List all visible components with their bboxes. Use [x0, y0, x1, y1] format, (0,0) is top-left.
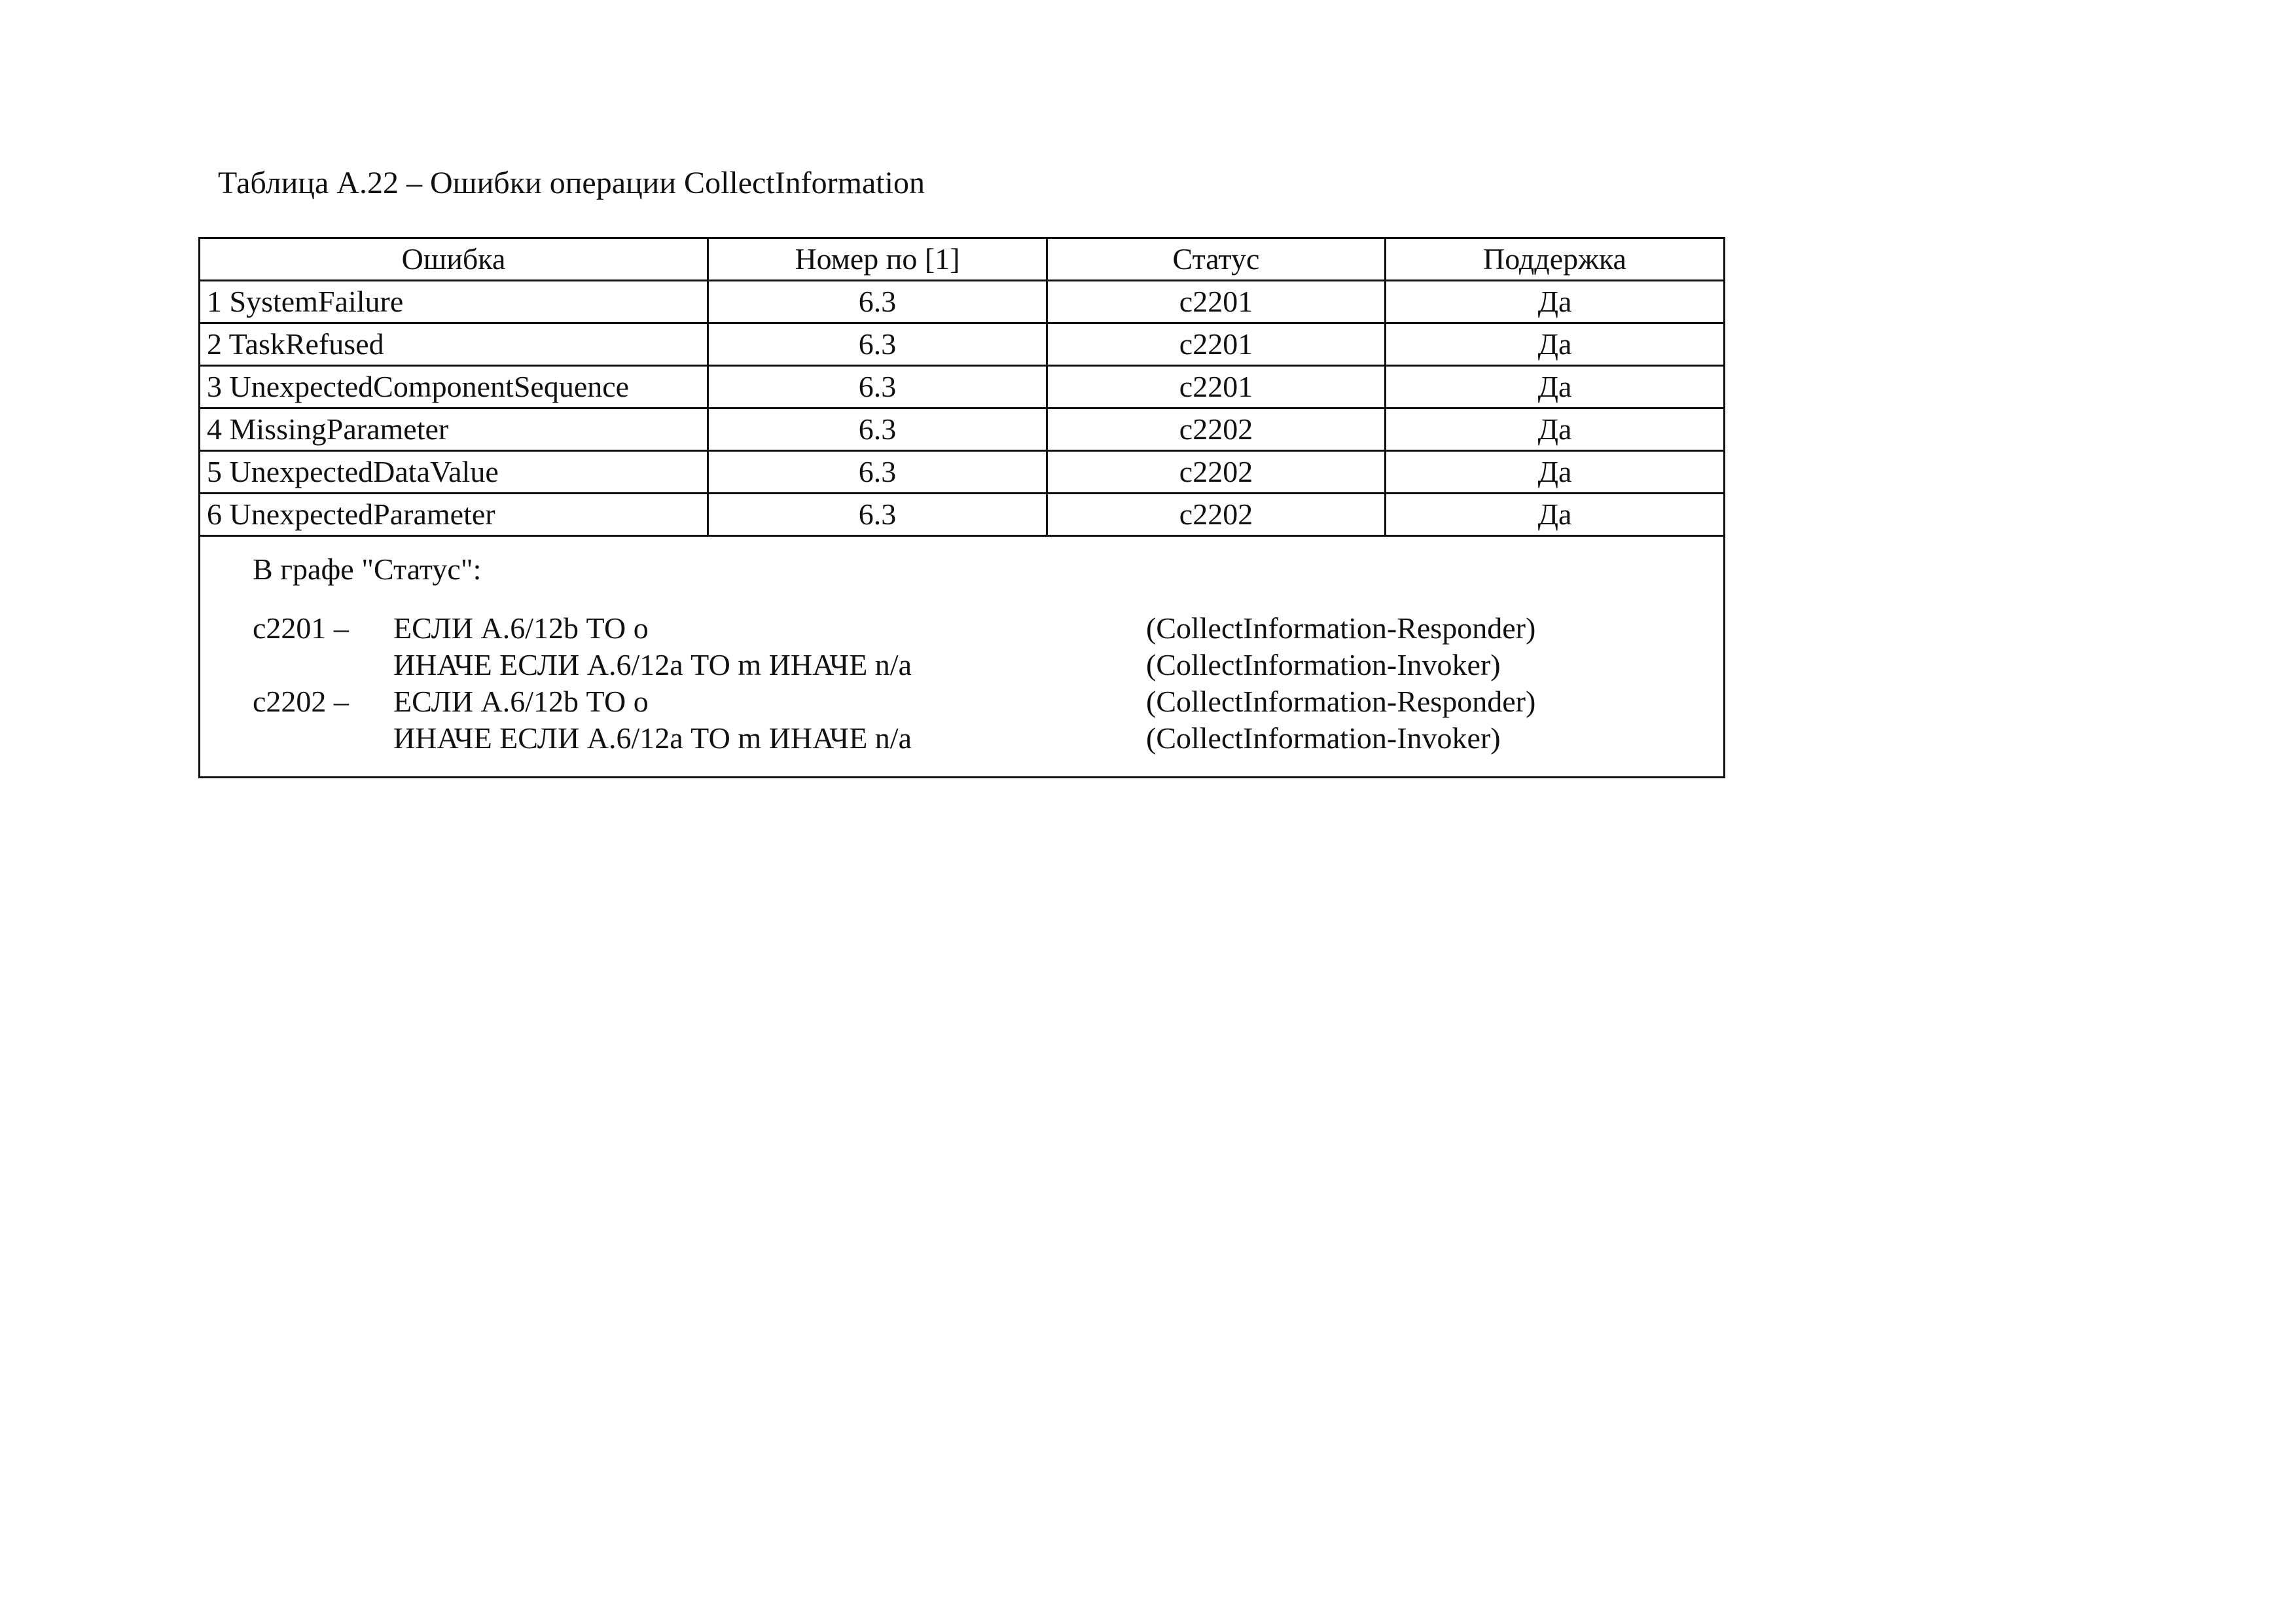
- cell-error: 6 UnexpectedParameter: [200, 494, 708, 536]
- header-status: Статус: [1047, 238, 1386, 281]
- cell-support: Да: [1386, 323, 1725, 366]
- cell-error: 5 UnexpectedDataValue: [200, 451, 708, 494]
- cell-number: 6.3: [708, 281, 1047, 323]
- cell-number: 6.3: [708, 323, 1047, 366]
- table-row: [200, 494, 1725, 536]
- condition-line2: ИНАЧЕ ЕСЛИ А.6/12а ТО m ИНАЧЕ n/a: [393, 721, 912, 755]
- table-caption: Таблица А.22 – Ошибки операции CollectInformation: [218, 166, 925, 200]
- cell-error: 2 TaskRefused: [200, 323, 708, 366]
- cell-status: c2201: [1047, 323, 1386, 366]
- cell-error: 1 SystemFailure: [200, 281, 708, 323]
- header-error: Ошибка: [200, 238, 708, 281]
- notes-row: [200, 536, 1725, 778]
- notes-cell: [200, 536, 1725, 778]
- condition-code: c2202 –: [253, 685, 349, 718]
- condition-line1: ЕСЛИ А.6/12b ТО o: [393, 685, 649, 718]
- cell-support: Да: [1386, 451, 1725, 494]
- header-support: Поддержка: [1386, 238, 1725, 281]
- condition-role2: (CollectInformation-Invoker): [1146, 721, 1501, 755]
- cell-number: 6.3: [708, 408, 1047, 451]
- table-row: [200, 366, 1725, 408]
- cell-number: 6.3: [708, 451, 1047, 494]
- cell-status: c2202: [1047, 408, 1386, 451]
- table-row: [200, 451, 1725, 494]
- cell-support: Да: [1386, 408, 1725, 451]
- cell-status: c2202: [1047, 494, 1386, 536]
- table-row: [200, 281, 1725, 323]
- notes-title: В графе "Статус":: [253, 552, 482, 586]
- cell-support: Да: [1386, 281, 1725, 323]
- cell-error: 4 MissingParameter: [200, 408, 708, 451]
- cell-status: c2201: [1047, 281, 1386, 323]
- cell-number: 6.3: [708, 366, 1047, 408]
- status-notes: [200, 537, 1723, 776]
- table-header-row: [200, 238, 1725, 281]
- table-row: [200, 408, 1725, 451]
- condition-role1: (CollectInformation-Responder): [1146, 685, 1536, 718]
- header-number: Номер по [1]: [708, 238, 1047, 281]
- condition-role2: (CollectInformation-Invoker): [1146, 648, 1501, 681]
- condition-line1: ЕСЛИ А.6/12b ТО o: [393, 611, 649, 645]
- errors-table: [198, 237, 1725, 778]
- cell-support: Да: [1386, 366, 1725, 408]
- cell-status: c2201: [1047, 366, 1386, 408]
- condition-code: c2201 –: [253, 611, 349, 645]
- cell-number: 6.3: [708, 494, 1047, 536]
- condition-role1: (CollectInformation-Responder): [1146, 611, 1536, 645]
- cell-error: 3 UnexpectedComponentSequence: [200, 366, 708, 408]
- cell-status: c2202: [1047, 451, 1386, 494]
- table-row: [200, 323, 1725, 366]
- condition-line2: ИНАЧЕ ЕСЛИ А.6/12а ТО m ИНАЧЕ n/a: [393, 648, 912, 681]
- cell-support: Да: [1386, 494, 1725, 536]
